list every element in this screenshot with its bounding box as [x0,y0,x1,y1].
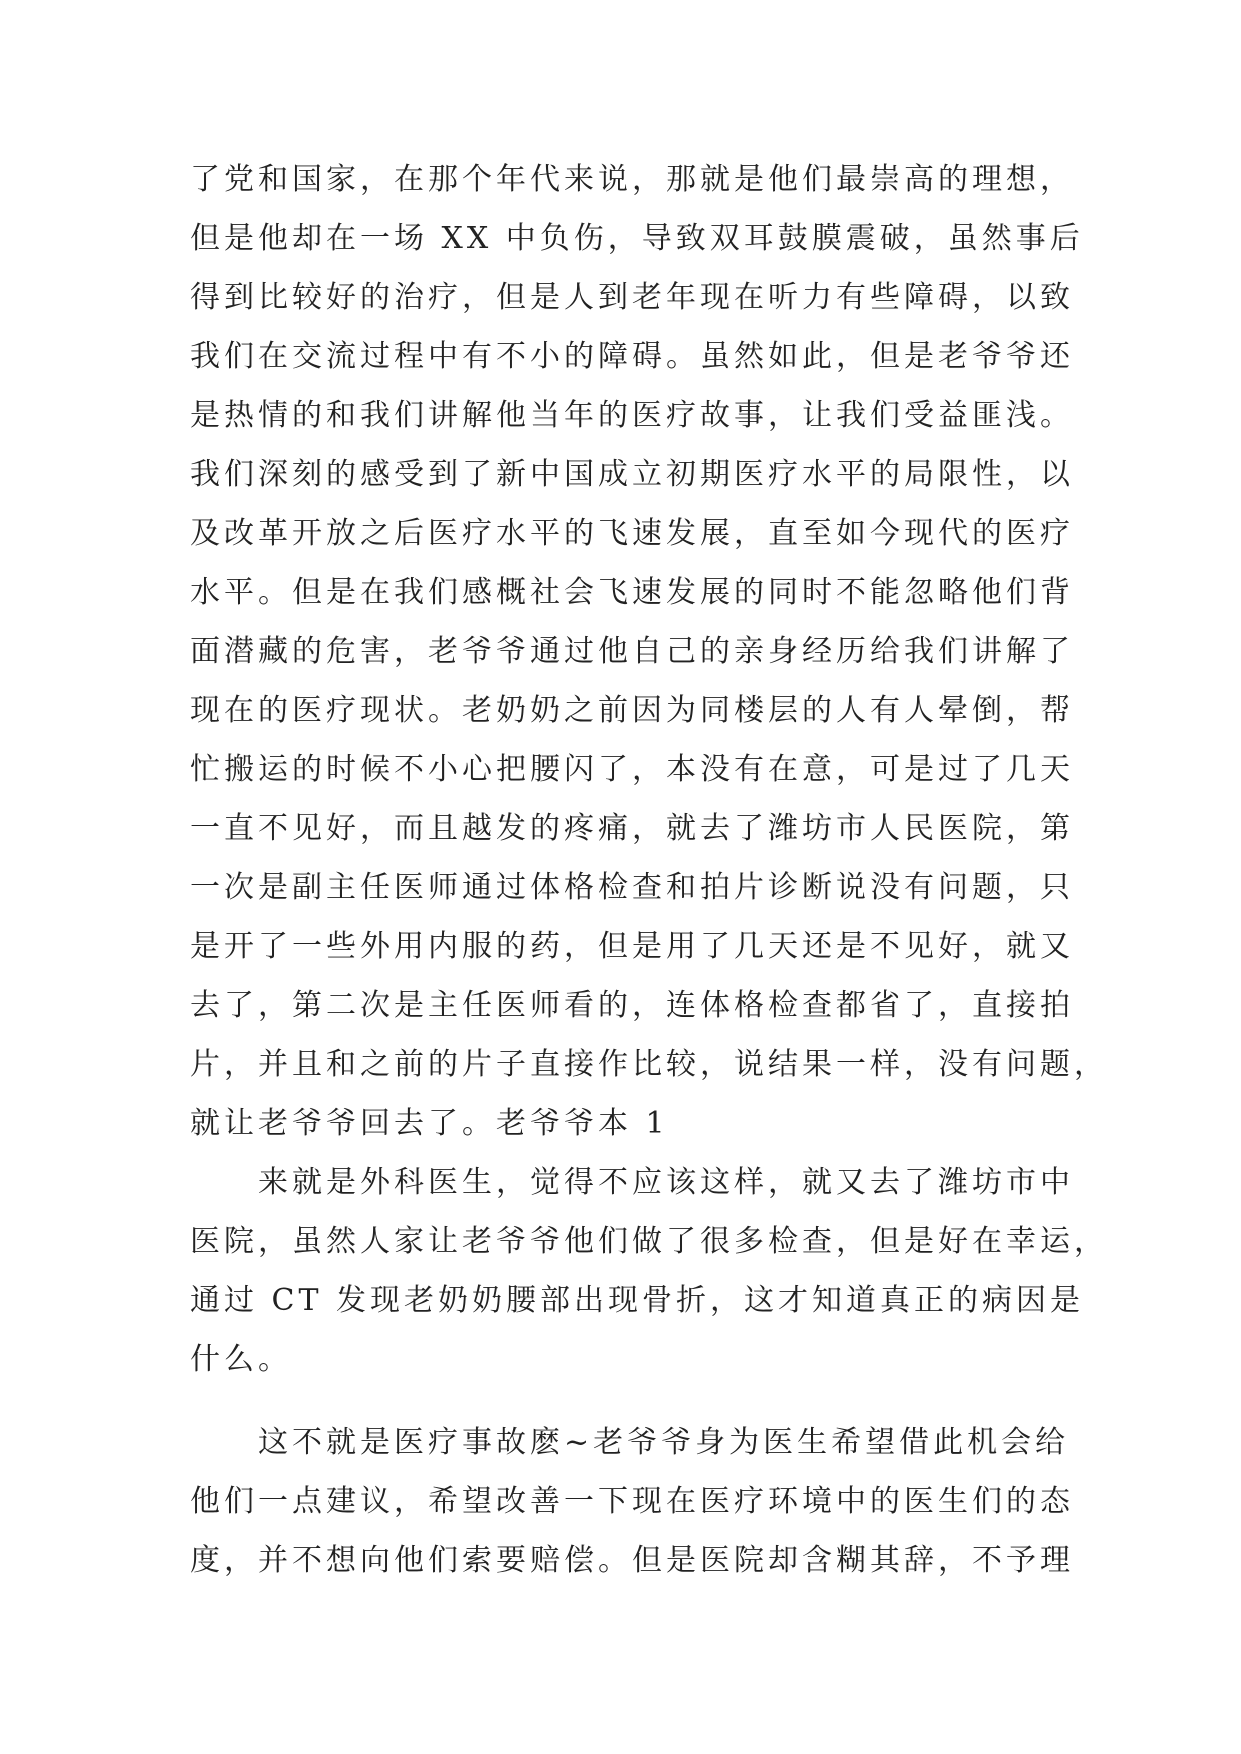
text-line: 度，并不想向他们索要赔偿。但是医院却含糊其辞，不予理 [190,1543,1074,1578]
text-line: 得到比较好的治疗，但是人到老年现在听力有些障碍，以致 [190,280,1074,315]
text-line: 通过 CT 发现老奶奶腰部出现骨折，这才知道真正的病因是 [190,1283,1085,1318]
text-line: 是开了一些外用内服的药，但是用了几天还是不见好，就又 [190,929,1074,964]
text-line: 他们一点建议，希望改善一下现在医疗环境中的医生们的态 [190,1484,1074,1519]
text-line: 就让老爷爷回去了。老爷爷本 1 [190,1106,669,1141]
text-line: 去了，第二次是主任医师看的，连体格检查都省了，直接拍 [190,988,1074,1023]
text-line: 及改革开放之后医疗水平的飞速发展，直至如今现代的医疗 [190,516,1074,551]
paragraph [190,150,1108,1153]
text-line: 我们在交流过程中有不小的障碍。虽然如此，但是老爷爷还 [190,339,1074,374]
text-line: 来就是外科医生，觉得不应该这样，就又去了潍坊市中 [258,1165,1074,1200]
text-line: 什么。 [190,1342,292,1377]
text-line: 水平。但是在我们感概社会飞速发展的同时不能忽略他们背 [190,575,1074,610]
text-line: 片，并且和之前的片子直接作比较，说结果一样，没有问题， [190,1047,1108,1082]
text-line: 医院，虽然人家让老爷爷他们做了很多检查，但是好在幸运， [190,1224,1108,1259]
paragraph-spacer [190,1389,1070,1413]
text-line: 是热情的和我们讲解他当年的医疗故事，让我们受益匪浅。 [190,398,1074,433]
text-line: 忙搬运的时候不小心把腰闪了，本没有在意，可是过了几天 [190,752,1074,787]
paragraph [190,1153,1108,1389]
text-line: 一直不见好，而且越发的疼痛，就去了潍坊市人民医院，第 [190,811,1074,846]
text-line: 我们深刻的感受到了新中国成立初期医疗水平的局限性，以 [190,457,1074,492]
text-line: 现在的医疗现状。老奶奶之前因为同楼层的人有人晕倒，帮 [190,693,1074,728]
text-line: 一次是副主任医师通过体格检查和拍片诊断说没有问题，只 [190,870,1074,905]
document-body [190,150,1108,1590]
text-line: 这不就是医疗事故麽~老爷爷身为医生希望借此机会给 [258,1425,1070,1460]
text-line: 但是他却在一场 XX 中负伤，导致双耳鼓膜震破，虽然事后 [190,221,1084,256]
text-line: 面潜藏的危害，老爷爷通过他自己的亲身经历给我们讲解了 [190,634,1074,669]
text-line: 了党和国家，在那个年代来说，那就是他们最崇高的理想， [190,162,1074,197]
paragraph [190,1413,1074,1590]
